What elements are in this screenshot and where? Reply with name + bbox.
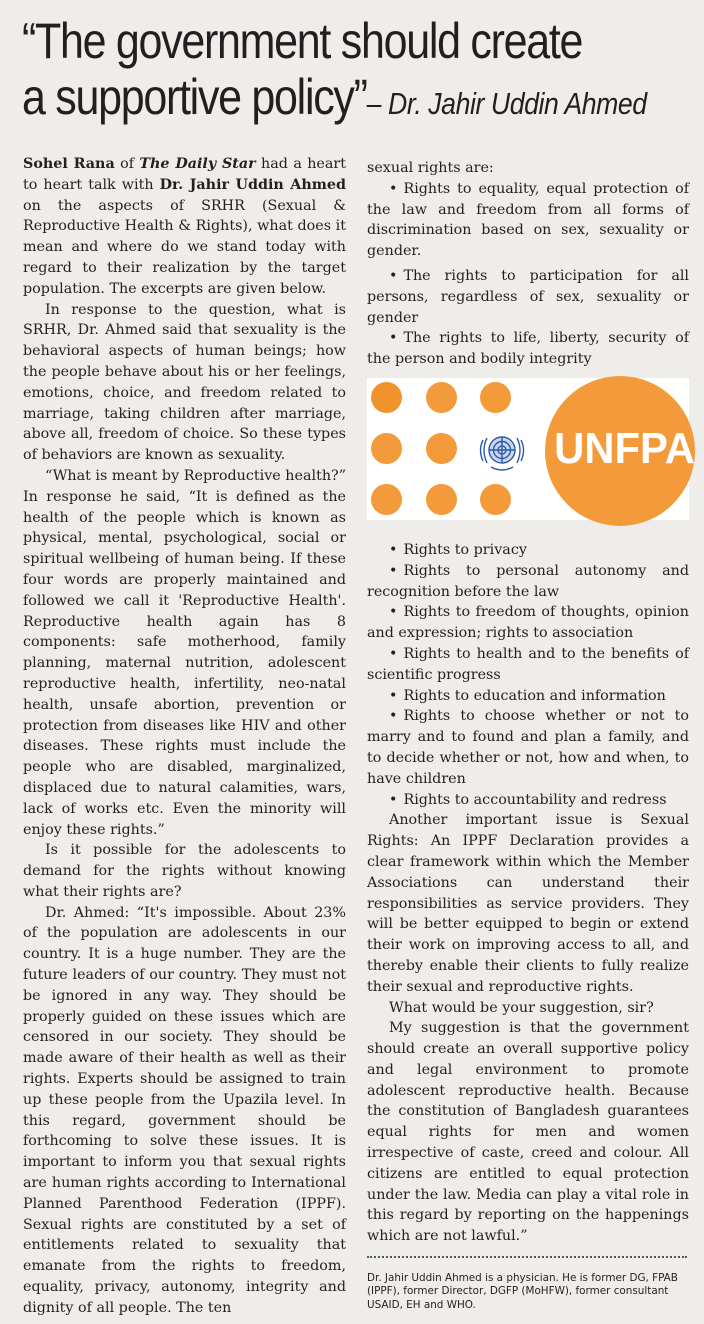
author-bio: Dr. Jahir Uddin Ahmed is a physician. He is former DG, FPAB (IPPF), former Director, DGFP (MoHFW), former consultant USAID, EH and WHO. [367, 1272, 678, 1311]
rights-list-item: • The rights to life, liberty, security of the person and bodily integrity [367, 328, 689, 370]
logo-dot [480, 382, 511, 413]
rights-list-item: • Rights to health and to the benefits of scientific progress [367, 644, 689, 686]
rights-list-item: • Rights to education and information [367, 686, 689, 707]
rights-intro: sexual rights are: [367, 160, 494, 176]
rights-list-item: • Rights to personal autonomy and recognition before the law [367, 561, 689, 603]
logo-dot [371, 484, 402, 515]
headline-line-2 [22, 69, 647, 131]
rights-list-item: • Rights to privacy [367, 540, 689, 561]
headline-byline: – Dr. Jahir Uddin Ahmed [366, 86, 647, 121]
interviewee-name: Dr. Jahir Uddin Ahmed [159, 176, 346, 193]
unfpa-wordmark: UNFPA [554, 424, 695, 473]
reporter-name: Sohel Rana [23, 156, 115, 172]
logo-dot [371, 433, 402, 464]
rights-list-item: • The rights to participation for all persons, regardless of sex, sexuality or gender [367, 266, 689, 328]
right-column [367, 158, 689, 1247]
rights-list-item: • Rights to choose whether or not to marry and to found and plan a family, and to decide whether or not, how and when, to have children [367, 706, 689, 789]
logo-dot [480, 484, 511, 515]
intro-text-of: of [114, 156, 140, 172]
logo-dot [426, 433, 457, 464]
rights-list-item: • Rights to freedom of thoughts, opinion and expression; rights to association [367, 602, 689, 644]
suggestion-question: What would be your suggestion, sir? [389, 999, 654, 1016]
suggestion-answer: My suggestion is that the government should create an overall supportive policy and legal environment to promote adolescent reproductive health. Because the constitution of Bangladesh guarantees equal rights for men and women irrespective of caste, creed and colour. All citizens are entitled to equal protection under the law. Media can play a vital role in this regard by reporting on the happenings which are not lawful.” [367, 1020, 689, 1245]
srhr-paragraph: In response to the question, what is SRHR, Dr. Ahmed said that sexuality is the behavioral aspects of human beings; how the people behave about his or her feelings, emotions, choice, and freedom related to marriage, taking children after marriage, above all, freedom of choice. So these types of behaviors are known as sexuality. [23, 301, 346, 464]
footnote-divider [367, 1256, 687, 1258]
headline [22, 14, 692, 131]
rights-list-item: • Rights to accountability and redress [367, 790, 689, 811]
reproductive-health-paragraph: “What is meant by Reproductive health?” In response he said, “It is defined as the health of the people which is known as physical, mental, psychological, social or spiritual wellbeing of human being. If these four words are properly maintained and followed we call it 'Reproductive Health'. Reproductive health again has 8 components: safe motherhood, family planning, maternal nutrition, adolescent reproductive health, infertility, neo-natal health, unsafe abortion, prevention or protection from diseases like HIV and other diseases. These rights must include the people who are disabled, marginalized, displaced due to natural calamities, wars, lack of works etc. Even the minority will enjoy these rights.” [23, 467, 346, 838]
adolescent-answer: Dr. Ahmed: “It's impossible. About 23% of the population are adolescents in our country. It is a huge number. They are the future leaders of our country. They must not be ignored in any way. They should be properly guided on these issues which are censored in our society. They should be made aware of their health as well as their rights. Experts should be assigned to train up these people from the Upazila level. In this regard, government should be forthcoming to solve these issues. It is important to inform you that sexual rights are human rights according to International Planned Parenthood Federation (IPPF). Sexual rights are constituted by a set of entitlements related to sexuality that emanate from the rights to freedom, equality, privacy, autonomy, integrity and dignity of all people. The ten [23, 904, 346, 1316]
left-column [23, 154, 346, 1319]
unfpa-logo [367, 378, 695, 520]
logo-dot [371, 382, 402, 413]
headline-line-1: “The government should create [22, 13, 583, 69]
rights-list-item: • Rights to equality, equal protection of the law and freedom from all forms of discrimination based on sex, sexuality or gender. [367, 179, 689, 262]
logo-dot [426, 484, 457, 515]
ippf-paragraph: Another important issue is Sexual Rights: An IPPF Declaration provides a clear framework within which the Member Associations can understand their responsibilities as service providers. They will be better equipped to begin or extend their work on improving access to all, and thereby enable their clients to fully realize their sexual and reproductive rights. [367, 812, 689, 995]
intro-text-mid: had a heart to heart talk with [23, 156, 346, 193]
publication-name: The Daily Star [139, 156, 256, 172]
intro-paragraph [23, 154, 346, 300]
headline-line-2-text: a supportive policy” [22, 69, 367, 125]
intro-text-end: on the aspects of SRHR (Sexual & Reproductive Health & Rights), what does it mean and where do we stand today with regard to their realization by the target population. The excerpts are given below. [23, 197, 346, 297]
adolescent-question: Is it possible for the adolescents to demand for the rights without knowing what their rights are? [23, 842, 346, 900]
logo-dot [426, 382, 457, 413]
un-emblem-icon [471, 426, 533, 474]
